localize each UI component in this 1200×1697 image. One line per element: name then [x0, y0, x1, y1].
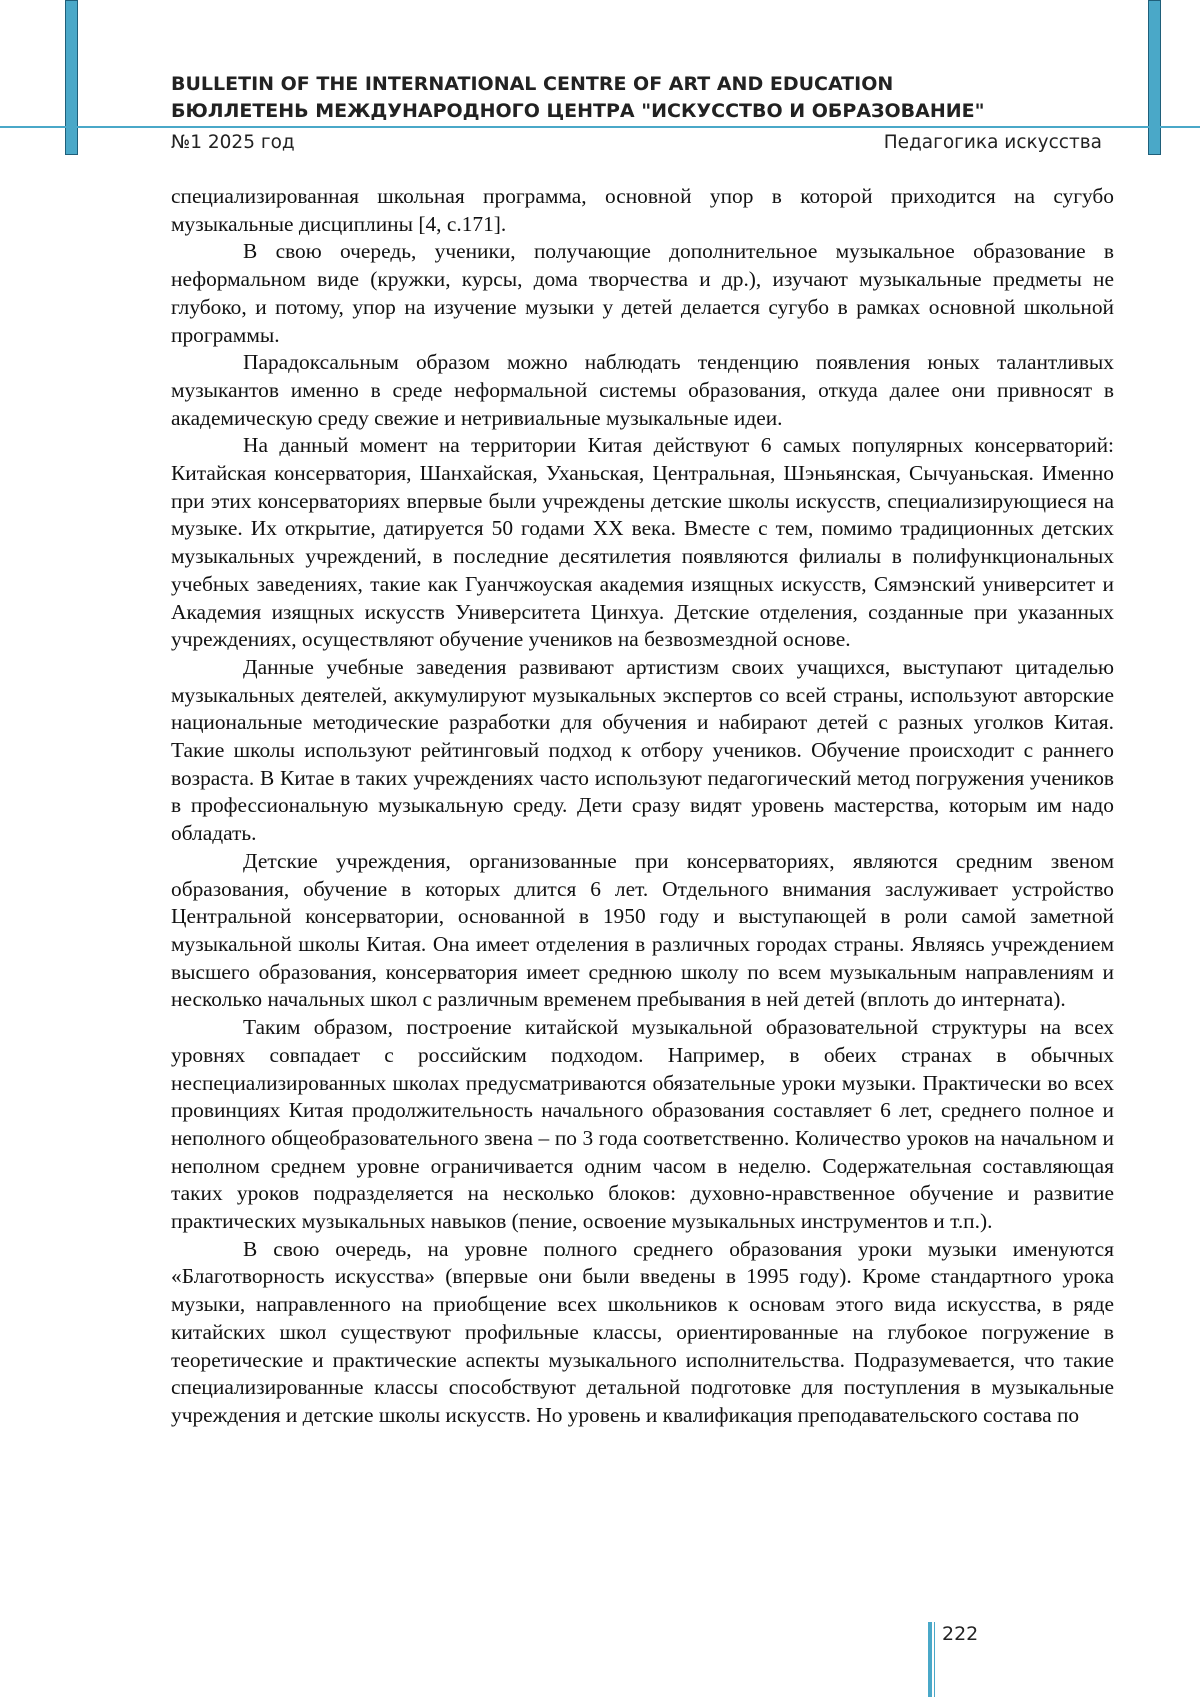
journal-title-ru: БЮЛЛЕТЕНЬ МЕЖДУНАРОДНОГО ЦЕНТРА "ИСКУССТВО И ОБРАЗОВАНИЕ" [171, 100, 985, 122]
paragraph: специализированная школьная программа, основной упор в которой приходится на сугубо музыкальные дисциплины [4, с.171]. [171, 184, 1114, 236]
paragraph: Данные учебные заведения развивают артистизм своих учащихся, выступают цитаделью музыкальных деятелей, аккумулируют музыкальных экспертов со всей страны, используют авторские национальные методические разработки для обучения и набирают детей с разных уголков Китая. Такие школы используют рейтинговый подход к отбору учеников. Обучение происходит с раннего возраста. В Китае в таких учреждениях часто используют педагогический метод погружения учеников в профессиональную музыкальную среду. Дети сразу видят уровень мастерства, которым им надо обладать. [171, 654, 1114, 846]
paragraph: В свою очередь, ученики, получающие дополнительное музыкальное образование в неформальном виде (кружки, курсы, дома творчества и др.), изучают музыкальные предметы не глубоко, и потому, упор на изучение музыки у детей делается сугубо в рамках основной школьной программы. [171, 239, 1114, 347]
article-body [171, 183, 1114, 1430]
paragraph: Детские учреждения, организованные при консерваториях, являются средним звеном образования, обучение в которых длится 6 лет. Отдельного внимания заслуживает устройство Центральной консерватории, основанной в 1950 году и выступающей в роли самой заметной музыкальной школы Китая. Она имеет отделения в различных городах страны. Являясь учреждением высшего образования, консерватория имеет среднюю школу по всем музыкальным направлениям и несколько начальных школ с различным временем пребывания в ней детей (вплоть до интерната). [171, 848, 1114, 1012]
page-number-bar [928, 1622, 932, 1697]
journal-title-en: BULLETIN OF THE INTERNATIONAL CENTRE OF ART AND EDUCATION [171, 73, 894, 95]
paragraph: Таким образом, построение китайской музыкальной образовательной структуры на всех уровнях совпадает с российским подходом. Например, в обеих странах в обычных неспециализированных школах предусматриваются обязательные уроки музыки. Практически во всех провинциях Китая продолжительность начального образования составляет 6 лет, среднего полное и неполного общеобразовательного звена – по 3 года соответственно. Количество уроков на начальном и неполном среднем уровне ограничивается одним часом в неделю. Содержательная составляющая таких уроков подразделяется на несколько блоков: духовно-нравственное обучение и развитие практических музыкальных навыков (пение, освоение музыкальных инструментов и т.п.). [171, 1015, 1114, 1234]
right-decor-bar [1148, 0, 1161, 155]
paragraph: На данный момент на территории Китая действуют 6 самых популярных консерваторий: Китайская консерватория, Шанхайская, Уханьская, Центральная, Шэньянская, Сычуаньская. Именно при этих консерваториях впервые были учреждены детские школы искусств, специализирующиеся на музыке. Их открытие, датируется 50 годами XX века. Вместе с тем, помимо традиционных детских музыкальных учреждений, в последние десятилетия появляются филиалы в полифункциональных учебных заведениях, такие как Гуанчжоуская академия изящных искусств, Сямэнский университет и Академия изящных искусств Университета Цинхуа. Детские отделения, созданные при указанных учреждениях, осуществляют обучение учеников на безвозмездной основе. [171, 433, 1114, 652]
section-label: Педагогика искусства [883, 132, 1102, 153]
left-decor-bar [65, 0, 78, 155]
issue-label: №1 2025 год [171, 132, 295, 153]
page-number: 222 [942, 1623, 979, 1645]
header-divider [0, 126, 1200, 128]
paragraph: Парадоксальным образом можно наблюдать тенденцию появления юных талантливых музыкантов именно в среде неформальной системы образования, откуда далее они привносят в академическую среду свежие и нетривиальные музыкальные идеи. [171, 350, 1114, 430]
paragraph: В свою очередь, на уровне полного среднего образования уроки музыки именуются «Благотворность искусства» (впервые они были введены в 1995 году). Кроме стандартного урока музыки, направленного на приобщение всех школьников к основам этого вида искусства, в ряде китайских школ существуют профильные классы, ориентированные на глубокое погружение в теоретические и практические аспекты музыкального исполнительства. Подразумевается, что такие специализированные классы способствуют детальной подготовке для поступления в музыкальные учреждения и детские школы искусств. Но уровень и квалификация преподавательского состава по [171, 1236, 1114, 1427]
